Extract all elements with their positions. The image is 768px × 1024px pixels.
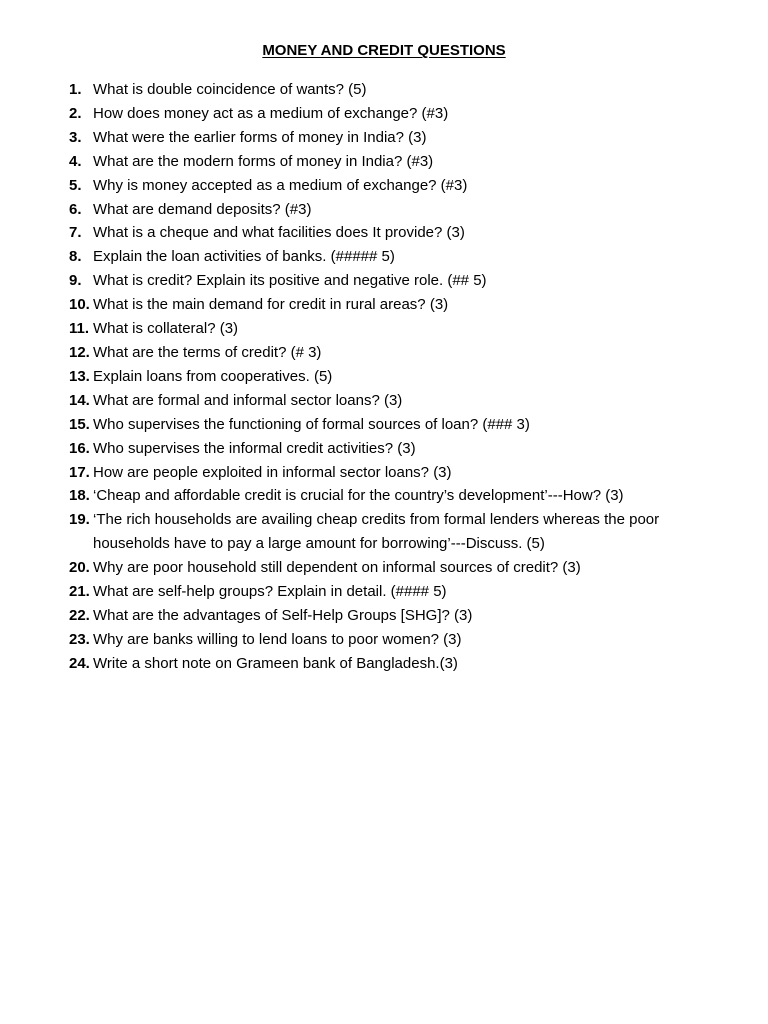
question-text: What is the main demand for credit in rural areas? (3): [93, 296, 449, 314]
question-item: [69, 461, 729, 485]
question-text: Explain the loan activities of banks. (##### 5): [93, 248, 395, 266]
question-item: [69, 437, 729, 461]
question-item: [69, 389, 729, 413]
question-text: What were the earlier forms of money in India? (3): [93, 128, 427, 146]
question-number: 10.: [69, 296, 90, 314]
question-number: 16.: [69, 439, 90, 457]
question-number: 18.: [69, 487, 90, 505]
question-list: [69, 78, 729, 676]
question-item: [69, 580, 729, 604]
question-text: How are people exploited in informal sector loans? (3): [93, 463, 452, 481]
question-number: 5.: [69, 176, 82, 194]
question-text: Who supervises the informal credit activities? (3): [93, 439, 416, 457]
question-text: Who supervises the functioning of formal sources of loan? (### 3): [93, 415, 530, 433]
question-text: What are demand deposits? (#3): [93, 200, 312, 218]
question-item: [69, 150, 729, 174]
question-text: Why are banks willing to lend loans to poor women? (3): [93, 630, 462, 648]
question-item: [69, 293, 729, 317]
question-item: [69, 652, 729, 676]
question-item: [69, 317, 729, 341]
question-number: 13.: [69, 367, 90, 385]
question-text: What is double coincidence of wants? (5): [93, 81, 367, 98]
question-number: 11.: [69, 320, 90, 338]
question-text: Explain loans from cooperatives. (5): [93, 367, 333, 385]
question-text: Why are poor household still dependent on informal sources of credit? (3): [93, 559, 581, 577]
question-number: 21.: [69, 583, 90, 601]
question-text: How does money act as a medium of exchange? (#3): [93, 104, 449, 122]
question-item: [69, 221, 729, 245]
question-item: [69, 413, 729, 437]
question-number: 24.: [69, 654, 90, 672]
question-item: [69, 341, 729, 365]
question-item: [69, 78, 729, 102]
question-text: What is collateral? (3): [93, 320, 239, 338]
question-number: 17.: [69, 463, 90, 481]
question-text: What are formal and informal sector loans? (3): [93, 391, 403, 409]
question-item: [69, 365, 729, 389]
question-item: [69, 628, 729, 652]
question-number: 1.: [69, 81, 82, 98]
question-text: What is a cheque and what facilities does It provide? (3): [93, 224, 465, 242]
question-item: [69, 174, 729, 198]
question-item: [69, 556, 729, 580]
question-text: What is credit? Explain its positive and negative role. (## 5): [93, 272, 487, 290]
question-text: What are self-help groups? Explain in detail. (#### 5): [93, 583, 447, 601]
question-number: 6.: [69, 200, 82, 218]
question-item: [69, 508, 729, 556]
question-number: 20.: [69, 559, 90, 577]
question-number: 9.: [69, 272, 82, 290]
question-number: 23.: [69, 630, 90, 648]
question-number: 12.: [69, 343, 90, 361]
question-text: Why is money accepted as a medium of exchange? (#3): [93, 176, 468, 194]
question-text: What are the advantages of Self-Help Groups [SHG]? (3): [93, 606, 473, 624]
page-title: [0, 42, 768, 59]
question-item: [69, 484, 729, 508]
question-number: 3.: [69, 128, 82, 146]
question-text: Write a short note on Grameen bank of Bangladesh.(3): [93, 654, 458, 672]
question-number: 4.: [69, 152, 82, 170]
question-text: ‘Cheap and affordable credit is crucial for the country’s development’---How? (3): [93, 487, 624, 505]
question-number: 15.: [69, 415, 90, 433]
question-text: ‘The rich households are availing cheap credits from formal lenders whereas the poor households have to pay a large amount for borrowing’---Discuss. (5): [93, 511, 660, 553]
question-item: [69, 604, 729, 628]
question-number: 2.: [69, 104, 82, 122]
question-number: 19.: [69, 511, 90, 529]
question-number: 7.: [69, 224, 82, 242]
question-text: What are the terms of credit? (# 3): [93, 343, 322, 361]
question-number: 14.: [69, 391, 90, 409]
question-item: [69, 245, 729, 269]
question-number: 22.: [69, 606, 90, 624]
question-number: 8.: [69, 248, 82, 266]
question-item: [69, 198, 729, 222]
question-item: [69, 102, 729, 126]
question-item: [69, 269, 729, 293]
question-item: [69, 126, 729, 150]
question-text: What are the modern forms of money in India? (#3): [93, 152, 434, 170]
page-title-text: MONEY AND CREDIT QUESTIONS: [262, 42, 506, 59]
